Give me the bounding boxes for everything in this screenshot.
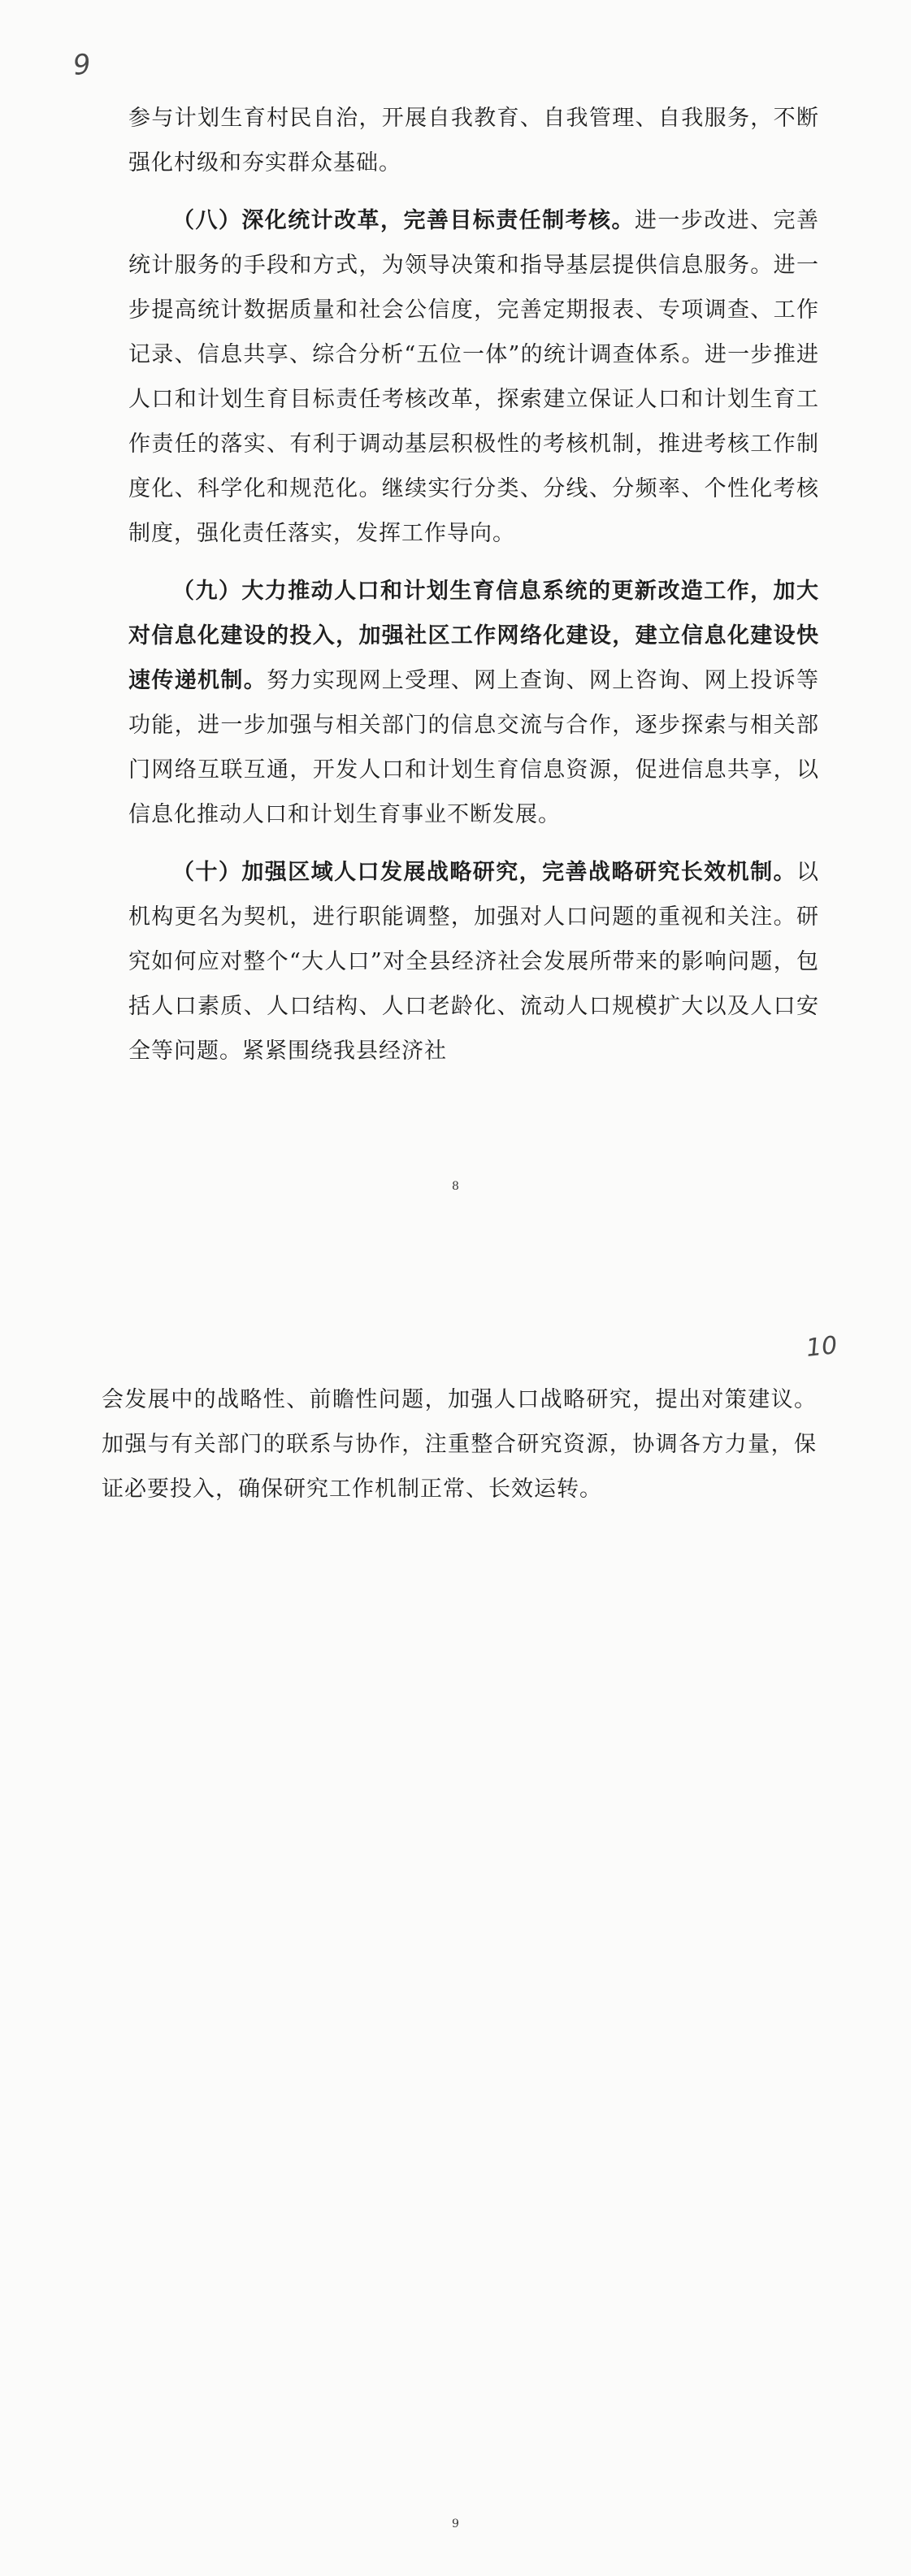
page-number: 8 <box>452 1180 459 1193</box>
document-body-page-8 <box>128 96 819 1086</box>
paragraph-text: 以机构更名为契机，进行职能调整，加强对人口问题的重视和关注。研究如何应对整个“大人口”对全县经济社会发展所带来的影响问题，包括人口素质、人口结构、人口老龄化、流动人口规模扩大以及人口安全等问题。紧紧围绕我县经济社 <box>128 860 819 1064</box>
paragraph-section-8 <box>128 198 819 556</box>
paragraph-continuation <box>128 96 819 185</box>
paragraph-text: 努力实现网上受理、网上查询、网上咨询、网上投诉等功能，进一步加强与相关部门的信息交流与合作，逐步探索与相关部门网络互联互通，开发人口和计划生育信息资源，促进信息共享，以信息化推动人口和计划生育事业不断发展。 <box>128 668 820 827</box>
paragraph-text: 会发展中的战略性、前瞻性问题，加强人口战略研究，提出对策建议。加强与有关部门的联系与协作，注重整合研究资源，协调各方力量，保证必要投入，确保研究工作机制正常、长效运转。 <box>102 1387 817 1502</box>
page-number: 9 <box>452 2517 459 2530</box>
paragraph-heading: （九）大力推动人口和计划生育信息系统的更新改造工作，加大对信息化建设的投入，加强社区工作网络化建设，建立信息化建设快速传递机制。 <box>128 579 819 693</box>
handwritten-page-mark: 9 <box>71 47 93 83</box>
paragraph-section-9 <box>128 569 819 837</box>
handwritten-page-mark: 10 <box>805 1331 839 1363</box>
paragraph-continuation <box>102 1377 817 1511</box>
paragraph-section-10 <box>128 850 819 1073</box>
paragraph-text: 进一步改进、完善统计服务的手段和方式，为领导决策和指导基层提供信息服务。进一步提高统计数据质量和社会公信度，完善定期报表、专项调查、工作记录、信息共享、综合分析“五位一体”的统计调查体系。进一步推进人口和计划生育目标责任考核改革，探索建立保证人口和计划生育工作责任的落实、有利于调动基层积极性的考核机制，推进考核工作制度化、科学化和规范化。继续实行分类、分线、分频率、个性化考核制度，强化责任落实，发挥工作导向。 <box>128 208 820 546</box>
document-body-page-9 <box>102 1377 817 1524</box>
paragraph-heading: （十）加强区域人口发展战略研究，完善战略研究长效机制。 <box>172 860 796 885</box>
paragraph-heading: （八）深化统计改革，完善目标责任制考核。 <box>172 208 635 233</box>
paragraph-text: 参与计划生育村民自治，开展自我教育、自我管理、自我服务，不断强化村级和夯实群众基础。 <box>128 106 819 176</box>
